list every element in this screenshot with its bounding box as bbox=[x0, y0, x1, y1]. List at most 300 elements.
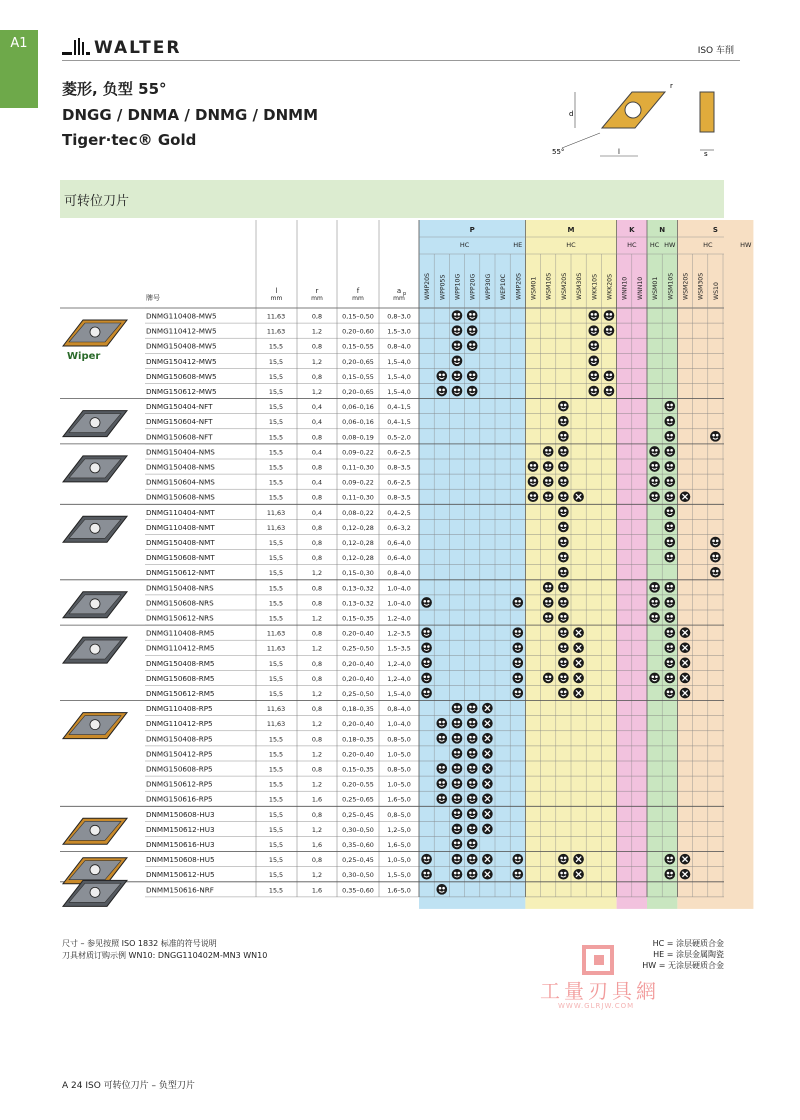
recommended-grade-icon bbox=[604, 386, 615, 397]
recommended-grade-icon bbox=[558, 567, 569, 578]
recommended-grade-icon bbox=[543, 612, 554, 623]
row-r: 1,2 bbox=[311, 720, 323, 729]
row-ap: 0,8–3,5 bbox=[387, 493, 411, 502]
alternative-grade-icon bbox=[482, 824, 493, 835]
row-ap: 1,5–3,0 bbox=[387, 327, 411, 336]
row-ap: 1,6–5,0 bbox=[387, 886, 411, 895]
alternative-grade-icon bbox=[482, 869, 493, 880]
row-ap: 1,0–4,0 bbox=[387, 584, 411, 593]
row-code: DNMG110412-MW5 bbox=[146, 326, 217, 336]
recommended-grade-icon bbox=[710, 431, 721, 442]
alternative-grade-icon bbox=[680, 658, 691, 669]
recommended-grade-icon bbox=[558, 582, 569, 593]
recommended-grade-icon bbox=[452, 356, 463, 367]
recommended-grade-icon bbox=[421, 642, 432, 653]
alternative-grade-icon bbox=[573, 854, 584, 865]
recommended-grade-icon bbox=[558, 552, 569, 563]
row-code: DNMM150612-HU5 bbox=[146, 870, 215, 880]
row-code: DNMG150608-NRS bbox=[146, 598, 214, 608]
row-f: 0,06–0,16 bbox=[342, 403, 374, 412]
row-f: 0,13–0,32 bbox=[342, 584, 374, 593]
recommended-grade-icon bbox=[665, 446, 676, 457]
recommended-grade-icon bbox=[665, 673, 676, 684]
row-f: 0,20–0,40 bbox=[342, 629, 374, 638]
recommended-grade-icon bbox=[467, 340, 478, 351]
recommended-grade-icon bbox=[558, 507, 569, 518]
recommended-grade-icon bbox=[710, 567, 721, 578]
group-letter: N bbox=[659, 226, 666, 234]
legend-he: HE = 涂层金属陶瓷 bbox=[653, 950, 724, 959]
side-tab-label: A1 bbox=[10, 36, 28, 51]
row-f: 0,20–0,40 bbox=[342, 750, 374, 759]
recommended-grade-icon bbox=[558, 416, 569, 427]
recommended-grade-icon bbox=[665, 401, 676, 412]
recommended-grade-icon bbox=[437, 778, 448, 789]
row-l: 11,63 bbox=[266, 312, 286, 321]
row-l: 15,5 bbox=[268, 750, 284, 759]
group-sub-label: HW bbox=[664, 241, 676, 249]
row-code: DNMM150608-HU3 bbox=[146, 809, 215, 819]
row-f: 0,18–0,35 bbox=[342, 705, 374, 714]
recommended-grade-icon bbox=[543, 673, 554, 684]
recommended-grade-icon bbox=[558, 461, 569, 472]
alternative-grade-icon bbox=[482, 703, 493, 714]
row-l: 15,5 bbox=[268, 795, 284, 804]
row-f: 0,15–0,55 bbox=[342, 342, 374, 351]
row-l: 15,5 bbox=[268, 886, 284, 895]
recommended-grade-icon bbox=[452, 371, 463, 382]
recommended-grade-icon bbox=[558, 658, 569, 669]
grade-label: WSM20S bbox=[560, 272, 568, 300]
recommended-grade-icon bbox=[421, 673, 432, 684]
row-r: 0,4 bbox=[311, 508, 323, 517]
row-code: DNMG150608-NMS bbox=[146, 492, 215, 502]
grade-label: WSM30S bbox=[697, 272, 705, 300]
recommended-grade-icon bbox=[665, 416, 676, 427]
recommended-grade-icon bbox=[558, 401, 569, 412]
recommended-grade-icon bbox=[452, 793, 463, 804]
row-ap: 0,6–4,0 bbox=[387, 554, 411, 563]
recommended-grade-icon bbox=[543, 491, 554, 502]
recommended-grade-icon bbox=[665, 627, 676, 638]
row-f: 0,11–0,30 bbox=[342, 463, 374, 472]
row-f: 0,12–0,28 bbox=[342, 523, 374, 532]
row-ap: 1,2–3,5 bbox=[387, 629, 411, 638]
group-letter: M bbox=[567, 226, 575, 234]
alternative-grade-icon bbox=[680, 869, 691, 880]
recommended-grade-icon bbox=[437, 386, 448, 397]
row-ap: 0,8–4,0 bbox=[387, 569, 411, 578]
grade-label: WNN10 bbox=[636, 276, 644, 300]
recommended-grade-icon bbox=[452, 824, 463, 835]
row-f: 0,11–0,30 bbox=[342, 493, 374, 502]
page-subtitle-grade: Tiger·tec® Gold bbox=[62, 131, 197, 149]
grade-label: WEP10C bbox=[500, 274, 508, 300]
row-r: 1,6 bbox=[311, 795, 323, 804]
row-l: 15,5 bbox=[268, 614, 284, 623]
row-f: 0,12–0,28 bbox=[342, 539, 374, 547]
recommended-grade-icon bbox=[665, 552, 676, 563]
row-code: DNMM150612-HU3 bbox=[146, 824, 215, 834]
row-f: 0,20–0,60 bbox=[342, 327, 374, 336]
grade-label: WSM01 bbox=[652, 276, 660, 300]
alternative-grade-icon bbox=[680, 627, 691, 638]
alternative-grade-icon bbox=[482, 748, 493, 759]
recommended-grade-icon bbox=[421, 688, 432, 699]
row-r: 0,8 bbox=[311, 735, 323, 744]
dim-d: d bbox=[569, 110, 574, 118]
row-r: 1,2 bbox=[311, 780, 323, 789]
row-ap: 1,0–5,0 bbox=[387, 750, 411, 759]
row-ap: 1,2–4,0 bbox=[387, 659, 411, 668]
recommended-grade-icon bbox=[649, 461, 660, 472]
group-sub-label: HC bbox=[649, 241, 660, 249]
row-ap: 0,6–4,0 bbox=[387, 539, 411, 547]
row-ap: 1,0–5,0 bbox=[387, 856, 411, 865]
group-sub-label: HC bbox=[566, 241, 576, 249]
grade-label: WKK10S bbox=[591, 273, 599, 300]
row-r: 1,2 bbox=[311, 569, 323, 578]
recommended-grade-icon bbox=[558, 431, 569, 442]
row-l: 15,5 bbox=[268, 810, 284, 819]
row-ap: 1,0–4,0 bbox=[387, 720, 411, 729]
row-r: 1,2 bbox=[311, 750, 323, 759]
insert-image bbox=[63, 592, 127, 618]
recommended-grade-icon bbox=[437, 718, 448, 729]
row-code: DNMG110404-NMT bbox=[146, 507, 215, 517]
recommended-grade-icon bbox=[589, 371, 600, 382]
recommended-grade-icon bbox=[452, 718, 463, 729]
section-label: ISO 车削 bbox=[697, 46, 734, 56]
recommended-grade-icon bbox=[665, 522, 676, 533]
row-r: 1,2 bbox=[311, 690, 323, 698]
dim-l: l bbox=[618, 148, 620, 156]
row-code: DNMG150608-MW5 bbox=[146, 371, 217, 381]
grade-label: WNN10 bbox=[621, 276, 629, 300]
row-f: 0,20–0,65 bbox=[342, 388, 374, 396]
grade-label: WSM30S bbox=[576, 272, 584, 300]
row-l: 15,5 bbox=[268, 493, 284, 502]
row-r: 0,4 bbox=[311, 478, 323, 487]
recommended-grade-icon bbox=[649, 491, 660, 502]
row-r: 0,4 bbox=[311, 403, 323, 412]
recommended-grade-icon bbox=[452, 748, 463, 759]
recommended-grade-icon bbox=[558, 597, 569, 608]
row-code: DNMG150612-RM5 bbox=[146, 689, 215, 698]
recommended-grade-icon bbox=[528, 461, 539, 472]
row-code: DNMG150408-NMS bbox=[146, 462, 215, 472]
recommended-grade-icon bbox=[665, 582, 676, 593]
grade-label: WPP10G bbox=[454, 273, 462, 300]
row-l: 15,5 bbox=[268, 554, 284, 563]
recommended-grade-icon bbox=[558, 673, 569, 684]
row-r: 1,6 bbox=[311, 886, 323, 895]
row-f: 0,20–0,55 bbox=[342, 780, 374, 789]
recommended-grade-icon bbox=[467, 869, 478, 880]
recommended-grade-icon bbox=[452, 854, 463, 865]
recommended-grade-icon bbox=[467, 386, 478, 397]
recommended-grade-icon bbox=[710, 537, 721, 548]
row-f: 0,25–0,45 bbox=[342, 810, 374, 819]
wiper-label: Wiper bbox=[67, 351, 101, 362]
row-code: DNMG150612-RP5 bbox=[146, 779, 213, 789]
recommended-grade-icon bbox=[649, 597, 660, 608]
row-code: DNMG150608-NMT bbox=[146, 553, 215, 563]
row-code: DNMG110408-RP5 bbox=[146, 704, 213, 714]
row-r: 0,8 bbox=[311, 765, 323, 774]
recommended-grade-icon bbox=[452, 839, 463, 850]
group-sub-label: HE bbox=[513, 241, 523, 249]
row-f: 0,09–0,22 bbox=[342, 448, 374, 457]
recommended-grade-icon bbox=[467, 310, 478, 321]
recommended-grade-icon bbox=[665, 597, 676, 608]
row-ap: 1,5–4,0 bbox=[387, 357, 411, 366]
row-f: 0,20–0,40 bbox=[342, 659, 374, 668]
watermark-url: WWW.GLRJW.COM bbox=[558, 1002, 635, 1010]
column-unit: mm bbox=[352, 295, 364, 302]
row-l: 15,5 bbox=[268, 765, 284, 774]
row-r: 0,8 bbox=[311, 372, 323, 381]
recommended-grade-icon bbox=[452, 325, 463, 336]
row-l: 15,5 bbox=[268, 569, 284, 578]
row-f: 0,08–0,22 bbox=[342, 508, 374, 517]
recommended-grade-icon bbox=[558, 688, 569, 699]
row-code: DNMG150408-RP5 bbox=[146, 734, 213, 744]
row-r: 1,2 bbox=[311, 388, 323, 396]
alternative-grade-icon bbox=[573, 658, 584, 669]
insert-image bbox=[63, 637, 127, 663]
row-l: 15,5 bbox=[268, 372, 284, 381]
group-sub-label: HC bbox=[459, 241, 470, 249]
row-code: DNMG150404-NMS bbox=[146, 447, 215, 457]
recommended-grade-icon bbox=[649, 476, 660, 487]
grade-label: WSM01 bbox=[530, 276, 538, 300]
recommended-grade-icon bbox=[558, 854, 569, 865]
recommended-grade-icon bbox=[558, 642, 569, 653]
recommended-grade-icon bbox=[665, 612, 676, 623]
row-code: DNMM150616-NRF bbox=[146, 885, 214, 895]
row-l: 11,63 bbox=[266, 327, 286, 336]
alternative-grade-icon bbox=[573, 642, 584, 653]
recommended-grade-icon bbox=[589, 386, 600, 397]
row-ap: 1,0–4,0 bbox=[387, 599, 411, 608]
insert-image bbox=[63, 818, 127, 844]
row-l: 15,5 bbox=[268, 388, 284, 396]
row-l: 11,63 bbox=[266, 644, 286, 653]
recommended-grade-icon bbox=[543, 476, 554, 487]
column-header-ap: a bbox=[396, 287, 402, 295]
recommended-grade-icon bbox=[513, 597, 524, 608]
grade-label: WSM10S bbox=[545, 272, 553, 300]
row-ap: 0,8–4,0 bbox=[387, 342, 411, 351]
recommended-grade-icon bbox=[467, 793, 478, 804]
alternative-grade-icon bbox=[482, 793, 493, 804]
row-r: 0,8 bbox=[311, 629, 323, 638]
row-ap: 0,8–5,0 bbox=[387, 765, 411, 774]
recommended-grade-icon bbox=[513, 869, 524, 880]
row-l: 15,5 bbox=[268, 418, 284, 427]
row-ap: 0,8–3,0 bbox=[387, 312, 411, 321]
row-ap: 1,6–5,0 bbox=[387, 795, 411, 804]
recommended-grade-icon bbox=[513, 673, 524, 684]
row-l: 11,63 bbox=[266, 629, 286, 638]
recommended-grade-icon bbox=[665, 507, 676, 518]
row-ap: 1,0–5,0 bbox=[387, 780, 411, 789]
alternative-grade-icon bbox=[482, 778, 493, 789]
row-r: 0,8 bbox=[311, 554, 323, 563]
row-ap: 0,4–2,5 bbox=[387, 508, 411, 517]
column-header-f: f bbox=[356, 287, 360, 295]
row-ap: 0,4–1,5 bbox=[387, 403, 411, 412]
insert-image bbox=[63, 320, 127, 346]
row-code: DNMG150612-NMT bbox=[146, 568, 215, 578]
row-r: 1,6 bbox=[311, 841, 323, 849]
row-ap: 0,6–2,5 bbox=[387, 448, 411, 457]
grade-label: WPP05S bbox=[439, 274, 447, 300]
row-f: 0,18–0,35 bbox=[342, 735, 374, 744]
recommended-grade-icon bbox=[558, 476, 569, 487]
row-f: 0,15–0,30 bbox=[342, 569, 374, 578]
row-f: 0,25–0,45 bbox=[342, 856, 374, 865]
row-ap: 1,5–4,0 bbox=[387, 388, 411, 396]
recommended-grade-icon bbox=[528, 491, 539, 502]
recommended-grade-icon bbox=[543, 461, 554, 472]
row-f: 0,08–0,19 bbox=[342, 433, 374, 442]
row-r: 1,2 bbox=[311, 357, 323, 366]
row-r: 0,8 bbox=[311, 599, 323, 608]
dim-s: s bbox=[704, 150, 708, 158]
row-l: 15,5 bbox=[268, 403, 284, 412]
recommended-grade-icon bbox=[665, 537, 676, 548]
recommended-grade-icon bbox=[589, 310, 600, 321]
recommended-grade-icon bbox=[665, 854, 676, 865]
row-code: DNMG150408-MW5 bbox=[146, 341, 217, 351]
row-l: 15,5 bbox=[268, 825, 284, 834]
alternative-grade-icon bbox=[573, 491, 584, 502]
row-ap: 0,6–3,2 bbox=[387, 523, 411, 532]
row-r: 0,8 bbox=[311, 856, 323, 865]
insert-image bbox=[63, 456, 127, 482]
row-f: 0,30–0,50 bbox=[342, 871, 374, 880]
column-header-designation: 牌号 bbox=[146, 294, 160, 302]
grade-label: WSM10S bbox=[667, 272, 675, 300]
recommended-grade-icon bbox=[513, 642, 524, 653]
recommended-grade-icon bbox=[421, 627, 432, 638]
row-l: 11,63 bbox=[266, 508, 286, 517]
recommended-grade-icon bbox=[452, 869, 463, 880]
row-code: DNMG110412-RP5 bbox=[146, 719, 213, 729]
alternative-grade-icon bbox=[482, 763, 493, 774]
row-code: DNMG150604-NFT bbox=[146, 417, 213, 427]
legend-hw: HW = 无涂层硬质合金 bbox=[642, 961, 724, 970]
row-f: 0,13–0,32 bbox=[342, 599, 374, 608]
row-l: 15,5 bbox=[268, 478, 284, 487]
row-r: 0,8 bbox=[311, 433, 323, 442]
recommended-grade-icon bbox=[543, 597, 554, 608]
recommended-grade-icon bbox=[558, 491, 569, 502]
recommended-grade-icon bbox=[437, 371, 448, 382]
row-r: 0,8 bbox=[311, 674, 323, 683]
row-ap: 1,5–4,0 bbox=[387, 690, 411, 698]
group-letter: P bbox=[469, 226, 475, 234]
row-r: 0,8 bbox=[311, 584, 323, 593]
alternative-grade-icon bbox=[573, 688, 584, 699]
alternative-grade-icon bbox=[482, 854, 493, 865]
recommended-grade-icon bbox=[437, 763, 448, 774]
recommended-grade-icon bbox=[604, 325, 615, 336]
recommended-grade-icon bbox=[467, 325, 478, 336]
row-r: 1,2 bbox=[311, 825, 323, 834]
insert-image bbox=[63, 880, 127, 906]
row-f: 0,12–0,28 bbox=[342, 554, 374, 563]
row-l: 15,5 bbox=[268, 856, 284, 865]
row-ap: 0,8–4,0 bbox=[387, 705, 411, 714]
recommended-grade-icon bbox=[452, 386, 463, 397]
row-ap: 1,2–5,0 bbox=[387, 825, 411, 834]
recommended-grade-icon bbox=[604, 310, 615, 321]
row-code: DNMG150604-NMS bbox=[146, 477, 215, 487]
recommended-grade-icon bbox=[467, 733, 478, 744]
recommended-grade-icon bbox=[452, 763, 463, 774]
row-l: 15,5 bbox=[268, 357, 284, 366]
recommended-grade-icon bbox=[452, 778, 463, 789]
row-r: 0,8 bbox=[311, 523, 323, 532]
row-l: 15,5 bbox=[268, 659, 284, 668]
group-letter: S bbox=[712, 226, 718, 234]
recommended-grade-icon bbox=[604, 371, 615, 382]
alternative-grade-icon bbox=[680, 491, 691, 502]
recommended-grade-icon bbox=[665, 658, 676, 669]
row-code: DNMG150404-NFT bbox=[146, 402, 213, 412]
row-ap: 0,8–5,0 bbox=[387, 810, 411, 819]
grade-label: WMP20S bbox=[515, 273, 523, 300]
column-header-l: l bbox=[275, 287, 278, 295]
recommended-grade-icon bbox=[543, 582, 554, 593]
page-title: 菱形, 负型 55° bbox=[62, 80, 167, 98]
recommended-grade-icon bbox=[589, 356, 600, 367]
recommended-grade-icon bbox=[665, 688, 676, 699]
group-column-P bbox=[419, 220, 525, 909]
row-l: 15,5 bbox=[268, 599, 284, 608]
recommended-grade-icon bbox=[558, 446, 569, 457]
recommended-grade-icon bbox=[665, 869, 676, 880]
recommended-grade-icon bbox=[649, 582, 660, 593]
alternative-grade-icon bbox=[680, 673, 691, 684]
row-code: DNMG150616-RP5 bbox=[146, 794, 213, 804]
recommended-grade-icon bbox=[467, 824, 478, 835]
alternative-grade-icon bbox=[680, 688, 691, 699]
row-r: 1,2 bbox=[311, 614, 323, 623]
column-unit: mm bbox=[270, 295, 283, 302]
recommended-grade-icon bbox=[649, 446, 660, 457]
row-r: 1,2 bbox=[311, 644, 323, 653]
recommended-grade-icon bbox=[513, 688, 524, 699]
grade-label: WS10 bbox=[712, 282, 720, 300]
alternative-grade-icon bbox=[573, 869, 584, 880]
recommended-grade-icon bbox=[513, 854, 524, 865]
alternative-grade-icon bbox=[680, 642, 691, 653]
group-letter: K bbox=[629, 226, 635, 234]
row-l: 11,63 bbox=[266, 720, 286, 729]
insert-image bbox=[63, 516, 127, 542]
recommended-grade-icon bbox=[452, 310, 463, 321]
row-l: 15,5 bbox=[268, 584, 284, 593]
row-f: 0,15–0,50 bbox=[342, 312, 374, 321]
recommended-grade-icon bbox=[665, 642, 676, 653]
recommended-grade-icon bbox=[467, 763, 478, 774]
alternative-grade-icon bbox=[482, 809, 493, 820]
row-l: 15,5 bbox=[268, 539, 284, 547]
